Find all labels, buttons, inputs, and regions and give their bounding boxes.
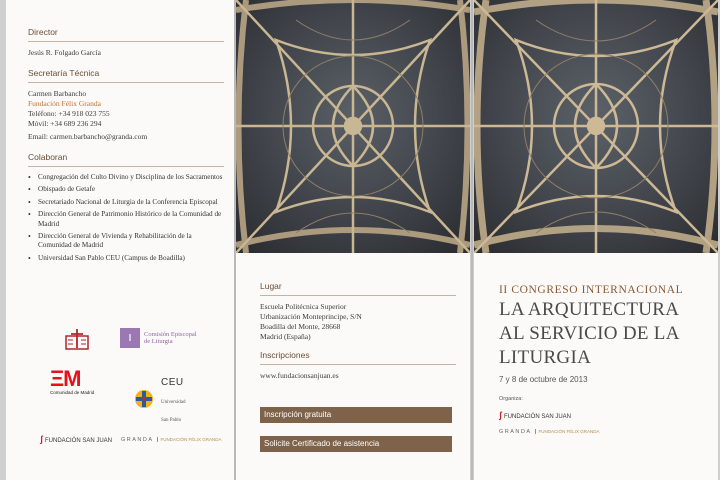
lugar-line4: Madrid (España) — [260, 332, 311, 341]
ceu-logo — [134, 372, 185, 426]
fsj-mark-icon: ʃ — [499, 410, 502, 420]
ceu-cross-icon — [134, 389, 154, 409]
director-name: Jesús R. Folgado García — [28, 48, 101, 57]
secretaria-heading: Secretaría Técnica — [28, 68, 100, 78]
vault-photo — [474, 0, 718, 253]
felix-granda-logo — [499, 429, 711, 435]
church-crest-icon — [64, 328, 90, 350]
list-item: • Secretariado Nacional de Liturgia de la Conferencia Episcopal — [28, 198, 224, 207]
secretaria-name: Carmen Barbancho — [28, 89, 87, 98]
comunidad-madrid-text: Comunidad de Madrid — [50, 390, 95, 395]
secretaria-org: Fundación Félix Granda — [28, 99, 101, 108]
colaboran-heading: Colaboran — [28, 152, 68, 162]
divider — [260, 364, 456, 365]
fundacion-san-juan-logo — [499, 410, 711, 420]
fundacion-san-juan-logo — [40, 434, 112, 444]
lugar-line1: Escuela Politécnica Superior — [260, 302, 347, 311]
back-panel — [6, 0, 234, 480]
list-item: • Universidad San Pablo CEU (Campus de Boadilla) — [28, 254, 224, 263]
secretaria-phone: Teléfono: +34 918 023 755 — [28, 109, 110, 118]
fsj-text: FUNDACIÓN SAN JUAN — [504, 414, 572, 420]
granda-sub: FUNDACIÓN FÉLIX GRANDA — [535, 429, 600, 434]
inscripciones-url[interactable]: www.fundacionsanjuan.es — [260, 371, 339, 380]
congress-date: 7 y 8 de octubre de 2013 — [499, 375, 588, 384]
congress-title-line1: LA ARQUITECTURA — [499, 299, 680, 320]
comision-line2: de Liturgia — [144, 338, 173, 345]
granda-sub: FUNDACIÓN FÉLIX GRANDA — [157, 437, 222, 442]
comunidad-madrid-logo — [50, 368, 94, 396]
obispado-logo — [64, 328, 90, 355]
ceu-name: CEU — [161, 377, 184, 388]
list-item: • Congregación del Culto Divino y Disciplina de los Sacramentos — [28, 173, 224, 182]
inscripciones-heading: Inscripciones — [260, 350, 310, 360]
ceu-line2: San Pablo — [161, 418, 182, 423]
comunidad-madrid-icon: ΞM — [50, 366, 81, 391]
secretaria-email[interactable]: Email: carmen.barbancho@granda.com — [28, 132, 148, 141]
inscripcion-gratuita-bar: Inscripción gratuita — [260, 407, 452, 423]
comision-line1: Comisión Episcopal — [144, 330, 197, 338]
divider — [28, 166, 224, 167]
divider — [260, 295, 456, 296]
congress-title-line2: AL SERVICIO DE LA — [499, 323, 680, 344]
felix-granda-logo — [121, 437, 222, 443]
director-heading: Director — [28, 27, 58, 37]
lugar-heading: Lugar — [260, 281, 282, 291]
inner-panel — [236, 0, 470, 480]
vault-photo — [236, 0, 470, 253]
certificado-bar: Solicite Certificado de asistencia — [260, 436, 452, 452]
organiza-label: Organiza: — [499, 396, 523, 402]
colaboran-list — [28, 173, 224, 263]
secretaria-mobile: Móvil: +34 689 236 294 — [28, 119, 102, 128]
list-item: • Dirección General de Vivienda y Rehabilitación de la Comunidad de Madrid — [28, 232, 224, 251]
fsj-text: FUNDACIÓN SAN JUAN — [45, 438, 113, 444]
ceu-line1: Universidad — [161, 400, 186, 405]
list-item: • Dirección General de Patrimonio Histórico de la Comunidad de Madrid — [28, 210, 224, 229]
congress-title-line3: LITURGIA — [499, 347, 592, 368]
granda-text: GRANDA — [121, 437, 154, 443]
fsj-mark-icon: ʃ — [40, 434, 43, 444]
granda-text: GRANDA — [499, 429, 532, 435]
congress-subtitle: II CONGRESO INTERNACIONAL — [499, 284, 684, 296]
lugar-line3: Boadilla del Monte, 28668 — [260, 322, 341, 331]
list-item: • Obispado de Getafe — [28, 185, 224, 194]
divider — [28, 82, 224, 83]
cover-panel — [474, 0, 718, 480]
divider — [28, 41, 224, 42]
comision-icon: ǁ — [120, 328, 140, 348]
lugar-line2: Urbanización Monteprincipe, S/N — [260, 312, 362, 321]
fold-line — [471, 0, 473, 480]
comision-episcopal-logo — [120, 328, 197, 348]
